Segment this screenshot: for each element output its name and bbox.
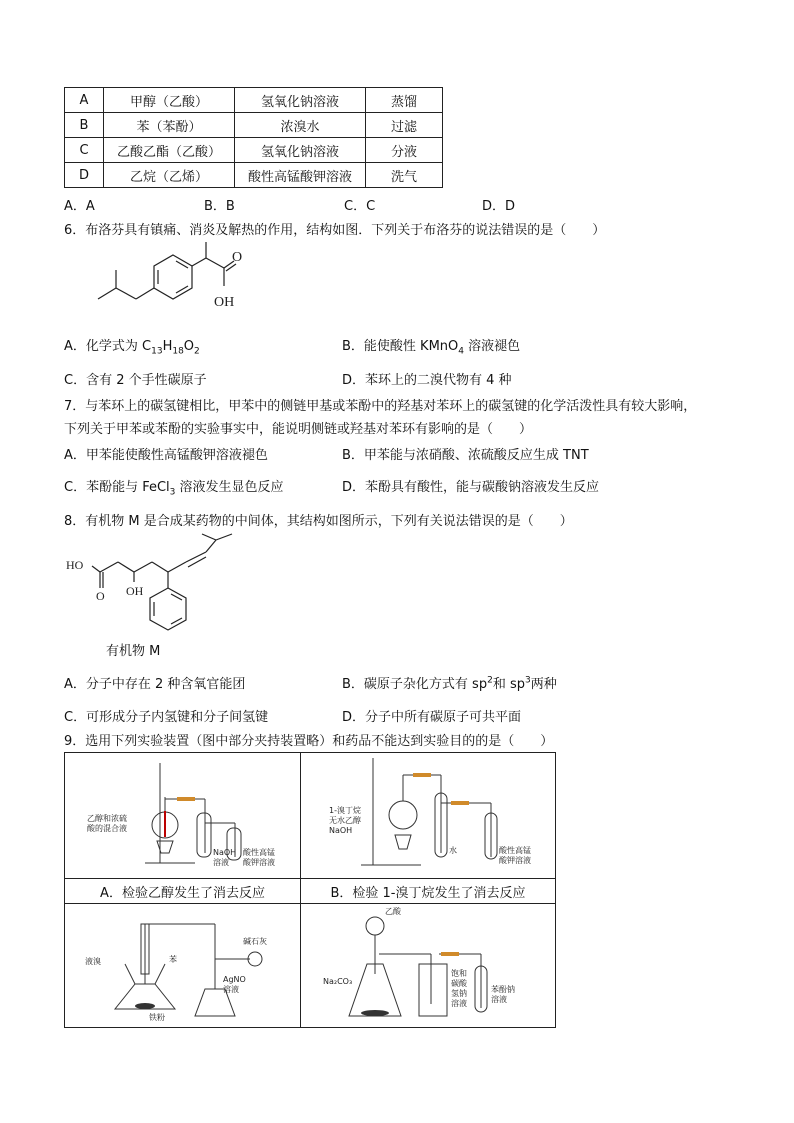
q8-option-b: B．碳原子杂化方式有 $sp^2$和 $sp^3$两种 xyxy=(342,675,557,692)
method-cell: 洗气 xyxy=(366,163,443,188)
naoh-label: NaOH xyxy=(213,848,237,857)
bromine-label: 液溴 xyxy=(85,957,101,966)
apparatus-grid xyxy=(64,752,556,1028)
row-label: D xyxy=(65,163,104,188)
kmno4-label: 酸钾溶液 xyxy=(243,858,275,867)
row-label: C xyxy=(65,138,104,163)
q5-option-d: D．D xyxy=(482,199,516,214)
carbonyl-o-label: O xyxy=(232,250,243,265)
q7-option-c: C．苯酚能与 FeCl$_3$ 溶液发生显色反应 xyxy=(64,480,284,498)
water-label: 水 xyxy=(449,846,457,855)
q8-option-a: A．分子中存在 2 种含氧官能团 xyxy=(64,677,246,692)
bicarbonate-label: 溶液 xyxy=(451,999,467,1008)
q9-stem: 9．选用下列实验装置（图中部分夹持装置略）和药品不能达到实验目的的是（ ） xyxy=(64,734,554,749)
acetic-acid-label: 乙酸 xyxy=(385,907,401,916)
reagent-cell: 氢氧化钠溶液 xyxy=(235,138,366,163)
reagent-cell: 浓溴水 xyxy=(235,113,366,138)
hydroxyl-label: OH xyxy=(126,584,144,598)
q5-option-b: B．B xyxy=(204,199,235,214)
method-cell: 过滤 xyxy=(366,113,443,138)
agno3-label: AgNO xyxy=(223,975,246,984)
kmno4-label: 酸钾溶液 xyxy=(499,856,531,865)
q5-option-a: A．A xyxy=(64,199,95,214)
apparatus-b-label: NaOH xyxy=(329,826,353,835)
bicarbonate-label: 饱和 xyxy=(451,969,467,978)
table-row xyxy=(65,88,443,113)
q6-option-b: B．能使酸性 KMnO$_4$ 溶液褪色 xyxy=(342,339,521,357)
benzene-label: 苯 xyxy=(169,955,177,964)
q6-option-a: A．化学式为 $C_{13}H_{18}O_2$ xyxy=(64,339,200,357)
bicarbonate-label: 碳酸 xyxy=(451,979,467,988)
q7-option-b: B．甲苯能与浓硝酸、浓硫酸反应生成 TNT xyxy=(342,448,589,463)
hydroxyl-label: OH xyxy=(214,295,235,310)
row-label: B xyxy=(65,113,104,138)
apparatus-b-label: 1-溴丁烷 xyxy=(329,806,361,815)
separation-table xyxy=(64,87,443,188)
agno3-label: 溶液 xyxy=(223,985,239,994)
q7-option-d: D．苯酚具有酸性，能与碳酸钠溶液发生反应 xyxy=(342,480,600,495)
bicarbonate-label: 氢钠 xyxy=(451,989,467,998)
method-cell: 分液 xyxy=(366,138,443,163)
row-label: A xyxy=(65,88,104,113)
apparatus-a-label: 乙醇和浓硫 xyxy=(87,814,127,823)
reagent-cell: 酸性高锰酸钾溶液 xyxy=(235,163,366,188)
q7-stem-line1: 7．与苯环上的碳氢键相比，甲苯中的侧链甲基或苯酚中的羟基对苯环上的碳氢键的化学活泼性具有较大影响， xyxy=(64,399,697,414)
sodium-carbonate-label: Na₂CO₃ xyxy=(323,977,353,986)
table-row xyxy=(65,138,443,163)
mixture-cell: 乙酸乙酯（乙酸） xyxy=(104,138,235,163)
reagent-cell: 氢氧化钠溶液 xyxy=(235,88,366,113)
apparatus-c-diagram xyxy=(65,904,300,1027)
q5-option-c: C．C xyxy=(344,199,376,214)
q6-option-c: C．含有 2 个手性碳原子 xyxy=(64,373,207,388)
compound-m-structure xyxy=(64,532,274,660)
mixture-cell: 乙烷（乙烯） xyxy=(104,163,235,188)
q6-option-d: D．苯环上的二溴代物有 4 种 xyxy=(342,373,512,388)
carboxyl-ho-label: HO xyxy=(66,558,84,572)
caption-b: B．检验 1-溴丁烷发生了消去反应 xyxy=(330,886,526,901)
table-row xyxy=(65,113,443,138)
apparatus-d-diagram xyxy=(301,904,555,1027)
iron-powder-label: 铁粉 xyxy=(149,1013,165,1022)
mixture-cell: 苯（苯酚） xyxy=(104,113,235,138)
q8-option-d: D．分子中所有碳原子可共平面 xyxy=(342,710,522,725)
q7-option-a: A．甲苯能使酸性高锰酸钾溶液褪色 xyxy=(64,448,268,463)
grid-divider xyxy=(65,878,555,879)
carbonyl-o-label: O xyxy=(96,589,105,603)
kmno4-label: 酸性高锰 xyxy=(243,848,275,857)
q7-stem-line2: 下列关于甲苯或苯酚的实验事实中，能说明侧链或羟基对苯环有影响的是（ ） xyxy=(64,422,533,437)
table-row xyxy=(65,163,443,188)
kmno4-label: 酸性高锰 xyxy=(499,846,531,855)
phenoxide-label: 苯酚钠 xyxy=(491,985,515,994)
q8-option-c: C．可形成分子内氢键和分子间氢键 xyxy=(64,710,269,725)
mixture-cell: 甲醇（乙酸） xyxy=(104,88,235,113)
q6-stem: 6．布洛芬具有镇痛、消炎及解热的作用，结构如图．下列关于布洛芬的说法错误的是（ ） xyxy=(64,223,606,238)
compound-m-caption: 有机物 M xyxy=(106,644,161,659)
naoh-label: 溶液 xyxy=(213,858,229,867)
apparatus-b-label: 无水乙醇 xyxy=(329,816,361,825)
phenoxide-label: 溶液 xyxy=(491,995,507,1004)
apparatus-a-label: 酸的混合液 xyxy=(87,824,127,833)
apparatus-b-diagram xyxy=(301,753,555,878)
soda-lime-label: 碱石灰 xyxy=(243,937,267,946)
apparatus-a-diagram xyxy=(65,753,300,878)
q8-stem: 8．有机物 M 是合成某药物的中间体，其结构如图所示，下列有关说法错误的是（ ） xyxy=(64,514,573,529)
caption-a: A．检验乙醇发生了消去反应 xyxy=(100,886,265,901)
ibuprofen-structure xyxy=(64,240,264,322)
method-cell: 蒸馏 xyxy=(366,88,443,113)
